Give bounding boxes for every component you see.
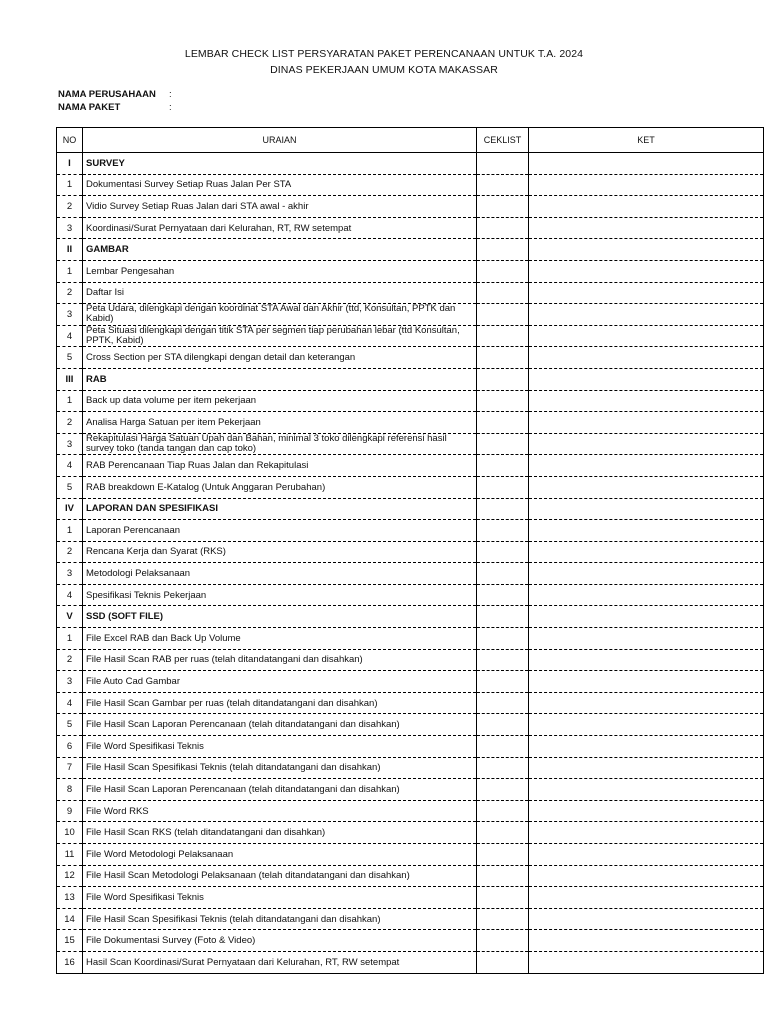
ceklist-cell[interactable] [477,520,529,542]
item-description: File Auto Cad Gambar [83,671,477,693]
item-description: Analisa Harga Satuan per item Pekerjaan [83,412,477,434]
ket-cell[interactable] [529,217,764,239]
company-name-label: NAMA PERUSAHAAN [58,89,156,100]
row-number: 5 [57,714,83,736]
item-description: File Hasil Scan Spesifikasi Teknis (telah ditandatangani dan disahkan) [83,908,477,930]
ket-cell[interactable] [529,714,764,736]
item-description: Rencana Kerja dan Syarat (RKS) [83,541,477,563]
item-description: File Word Spesifikasi Teknis [83,887,477,909]
item-description: Spesifikasi Teknis Pekerjaan [83,584,477,606]
table-row [57,671,764,693]
ket-cell[interactable] [529,844,764,866]
ket-cell[interactable] [529,822,764,844]
company-name-colon: : [169,89,172,100]
ceklist-cell[interactable] [477,865,529,887]
ceklist-cell[interactable] [477,951,529,973]
row-number: 3 [57,563,83,585]
table-row [57,887,764,909]
ket-cell[interactable] [529,498,764,520]
ceklist-cell[interactable] [477,412,529,434]
table-row [57,930,764,952]
ket-cell[interactable] [529,736,764,758]
ket-cell[interactable] [529,196,764,218]
row-number: 12 [57,865,83,887]
ket-cell[interactable] [529,584,764,606]
item-description: Lembar Pengesahan [83,260,477,282]
row-number: V [57,606,83,628]
table-row [57,714,764,736]
item-description: File Word Spesifikasi Teknis [83,736,477,758]
ceklist-cell[interactable] [477,779,529,801]
section-title: SSD (SOFT FILE) [83,606,477,628]
item-description: Cross Section per STA dilengkapi dengan detail dan keterangan [83,347,477,369]
ceklist-cell[interactable] [477,822,529,844]
ket-cell[interactable] [529,800,764,822]
row-number: 9 [57,800,83,822]
section-title: LAPORAN DAN SPESIFIKASI [83,498,477,520]
row-number: 2 [57,412,83,434]
row-number: 1 [57,390,83,412]
item-description: Peta Udara, dilengkapi dengan koordinat STA Awal dan Akhir (ttd, Konsultan, PPTK dan Kabid) [83,304,477,326]
item-description: File Word Metodologi Pelaksanaan [83,844,477,866]
section-row [57,368,764,390]
row-number: IV [57,498,83,520]
ceklist-cell[interactable] [477,260,529,282]
ket-cell[interactable] [529,757,764,779]
item-description: Metodologi Pelaksanaan [83,563,477,585]
ket-cell[interactable] [529,347,764,369]
item-description: Daftar Isi [83,282,477,304]
ket-cell[interactable] [529,282,764,304]
ceklist-cell[interactable] [477,325,529,347]
row-number: 2 [57,282,83,304]
ket-cell[interactable] [529,541,764,563]
ceklist-cell[interactable] [477,433,529,455]
table-row [57,908,764,930]
item-description: Koordinasi/Surat Pernyataan dari Kelurahan, RT, RW setempat [83,217,477,239]
item-description: File Hasil Scan Metodologi Pelaksanaan (telah ditandatangani dan disahkan) [83,865,477,887]
ket-cell[interactable] [529,304,764,326]
table-row [57,325,764,347]
table-row [57,196,764,218]
ket-cell[interactable] [529,649,764,671]
ceklist-cell[interactable] [477,671,529,693]
table-row [57,412,764,434]
item-description: Dokumentasi Survey Setiap Ruas Jalan Per STA [83,174,477,196]
ket-cell[interactable] [529,671,764,693]
item-description: File Hasil Scan Spesifikasi Teknis (telah ditandatangani dan disahkan) [83,757,477,779]
ket-cell[interactable] [529,887,764,909]
ceklist-cell[interactable] [477,498,529,520]
table-body [57,153,764,974]
row-number: 4 [57,584,83,606]
row-number: 15 [57,930,83,952]
item-description: Rekapitulasi Harga Satuan Upah dan Bahan, minimal 3 toko dilengkapi referensi hasil survey toko (tanda tangan dan cap toko) [83,433,477,455]
table-row [57,649,764,671]
ceklist-cell[interactable] [477,217,529,239]
row-number: I [57,153,83,175]
ket-cell[interactable] [529,412,764,434]
ceklist-cell[interactable] [477,390,529,412]
row-number: 13 [57,887,83,909]
section-row [57,606,764,628]
ceklist-cell[interactable] [477,736,529,758]
item-description: Peta Situasi dilengkapi dengan titik STA per segmen tiap perubahan lebar (ttd Konsultan, PPTK, Kabid) [83,325,477,347]
table-row [57,390,764,412]
ceklist-cell[interactable] [477,304,529,326]
ceklist-cell[interactable] [477,649,529,671]
ceklist-cell[interactable] [477,908,529,930]
ceklist-cell[interactable] [477,584,529,606]
ket-cell[interactable] [529,606,764,628]
item-description: File Hasil Scan RAB per ruas (telah ditandatangani dan disahkan) [83,649,477,671]
row-number: 4 [57,325,83,347]
ket-cell[interactable] [529,563,764,585]
item-description: Vidio Survey Setiap Ruas Jalan dari STA awal - akhir [83,196,477,218]
row-number: 11 [57,844,83,866]
section-row [57,498,764,520]
package-name-colon: : [169,102,172,113]
table-row [57,217,764,239]
table-row [57,541,764,563]
ket-cell[interactable] [529,433,764,455]
item-description: File Excel RAB dan Back Up Volume [83,628,477,650]
header-ket: KET [529,128,764,153]
ket-cell[interactable] [529,455,764,477]
row-number: 2 [57,649,83,671]
ceklist-cell[interactable] [477,196,529,218]
package-name-label: NAMA PAKET [58,102,121,113]
table-row [57,476,764,498]
table-row [57,433,764,455]
item-description: File Dokumentasi Survey (Foto & Video) [83,930,477,952]
row-number: 3 [57,304,83,326]
ceklist-cell[interactable] [477,174,529,196]
ceklist-cell[interactable] [477,368,529,390]
ket-cell[interactable] [529,390,764,412]
ket-cell[interactable] [529,779,764,801]
table-header-row [57,128,764,153]
header-no: NO [57,128,83,153]
row-number: 1 [57,174,83,196]
row-number: 1 [57,520,83,542]
row-number: 14 [57,908,83,930]
ket-cell[interactable] [529,908,764,930]
package-name-field [58,102,172,113]
table-row [57,692,764,714]
ket-cell[interactable] [529,520,764,542]
row-number: 1 [57,628,83,650]
item-description: Laporan Perencanaan [83,520,477,542]
ceklist-cell[interactable] [477,757,529,779]
ceklist-cell[interactable] [477,930,529,952]
item-description: File Hasil Scan Laporan Perencanaan (telah ditandatangani dan disahkan) [83,779,477,801]
row-number: 2 [57,541,83,563]
header-ceklist: CEKLIST [477,128,529,153]
ceklist-cell[interactable] [477,887,529,909]
table-row [57,304,764,326]
row-number: 10 [57,822,83,844]
row-number: 8 [57,779,83,801]
row-number: 6 [57,736,83,758]
ket-cell[interactable] [529,153,764,175]
row-number: 1 [57,260,83,282]
table-row [57,584,764,606]
table-row [57,563,764,585]
item-description: File Hasil Scan Laporan Perencanaan (telah ditandatangani dan disahkan) [83,714,477,736]
ket-cell[interactable] [529,930,764,952]
section-row [57,153,764,175]
row-number: III [57,368,83,390]
row-number: 3 [57,217,83,239]
ceklist-cell[interactable] [477,800,529,822]
ket-cell[interactable] [529,368,764,390]
table-row [57,455,764,477]
table-row [57,260,764,282]
item-description: RAB Perencanaan Tiap Ruas Jalan dan Rekapitulasi [83,455,477,477]
table-row [57,347,764,369]
table-row [57,628,764,650]
table-row [57,174,764,196]
checklist-table [56,127,764,974]
table-row [57,757,764,779]
item-description: File Hasil Scan Gambar per ruas (telah ditandatangani dan disahkan) [83,692,477,714]
row-number: 3 [57,671,83,693]
table-row [57,822,764,844]
ceklist-cell[interactable] [477,844,529,866]
table-row [57,951,764,973]
item-description: Back up data volume per item pekerjaan [83,390,477,412]
table-row [57,282,764,304]
document-subtitle: DINAS PEKERJAAN UMUM KOTA MAKASSAR [270,64,498,76]
section-title: SURVEY [83,153,477,175]
section-title: RAB [83,368,477,390]
section-title: GAMBAR [83,239,477,261]
ket-cell[interactable] [529,476,764,498]
ceklist-cell[interactable] [477,541,529,563]
row-number: 16 [57,951,83,973]
ceklist-cell[interactable] [477,476,529,498]
ceklist-cell[interactable] [477,239,529,261]
ceklist-cell[interactable] [477,347,529,369]
document-title: LEMBAR CHECK LIST PERSYARATAN PAKET PERENCANAAN UNTUK T.A. 2024 [184,48,584,60]
ceklist-cell[interactable] [477,153,529,175]
ket-cell[interactable] [529,628,764,650]
row-number: 7 [57,757,83,779]
ket-cell[interactable] [529,260,764,282]
row-number: II [57,239,83,261]
item-description: File Hasil Scan RKS (telah ditandatangani dan disahkan) [83,822,477,844]
ket-cell[interactable] [529,174,764,196]
table-row [57,779,764,801]
table-row [57,844,764,866]
row-number: 3 [57,433,83,455]
item-description: Hasil Scan Koordinasi/Surat Pernyataan dari Kelurahan, RT, RW setempat [83,951,477,973]
ket-cell[interactable] [529,692,764,714]
item-description: File Word RKS [83,800,477,822]
section-row [57,239,764,261]
table-row [57,800,764,822]
row-number: 5 [57,347,83,369]
ket-cell[interactable] [529,951,764,973]
row-number: 2 [57,196,83,218]
header-uraian: URAIAN [83,128,477,153]
ceklist-cell[interactable] [477,606,529,628]
ket-cell[interactable] [529,239,764,261]
table-row [57,520,764,542]
ceklist-cell[interactable] [477,714,529,736]
ket-cell[interactable] [529,865,764,887]
ceklist-cell[interactable] [477,628,529,650]
row-number: 4 [57,455,83,477]
ceklist-cell[interactable] [477,455,529,477]
row-number: 4 [57,692,83,714]
ceklist-cell[interactable] [477,692,529,714]
ceklist-cell[interactable] [477,563,529,585]
item-description: RAB breakdown E-Katalog (Untuk Anggaran Perubahan) [83,476,477,498]
table-row [57,865,764,887]
table-row [57,736,764,758]
company-name-field [58,89,172,100]
ket-cell[interactable] [529,325,764,347]
ceklist-cell[interactable] [477,282,529,304]
row-number: 5 [57,476,83,498]
